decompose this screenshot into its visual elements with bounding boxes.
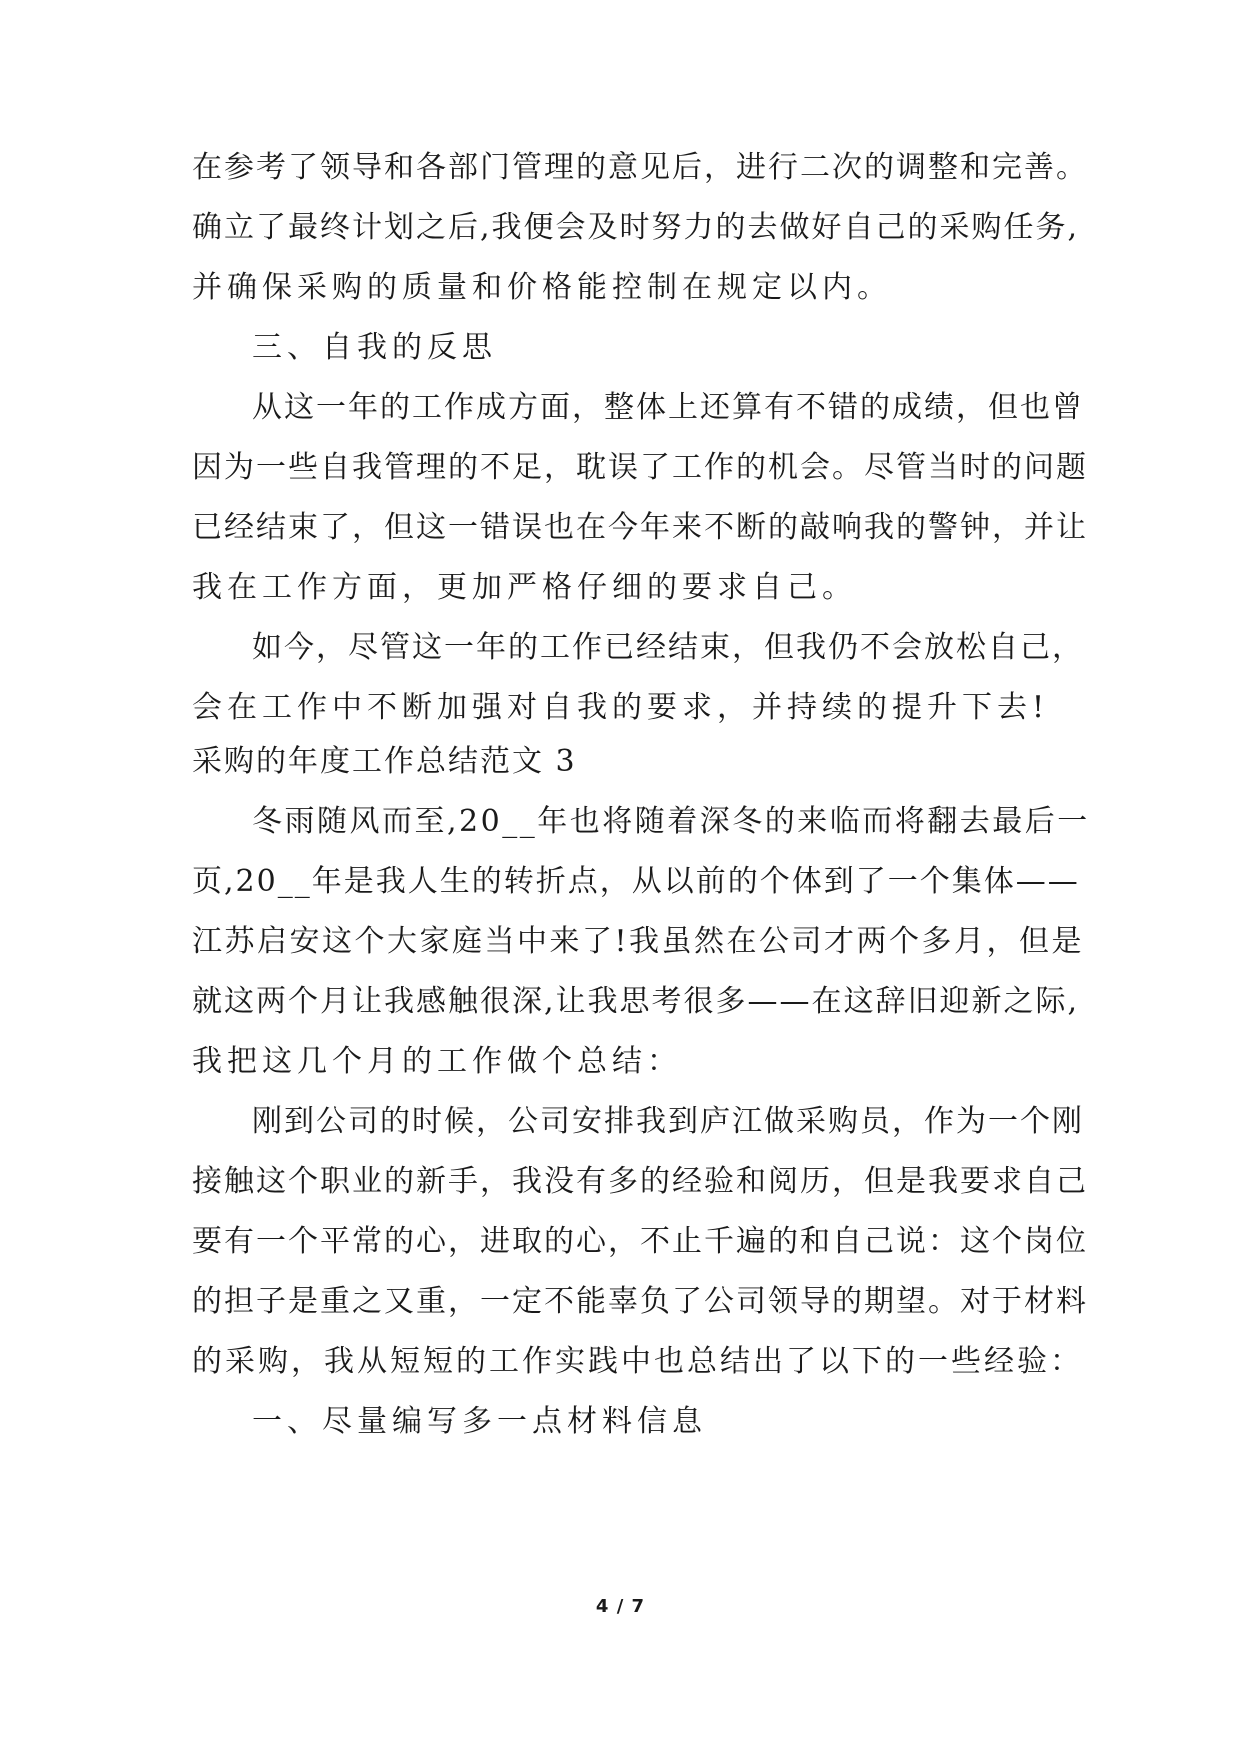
text-line-5: 从这一年的工作成方面，整体上还算有不错的成绩，但也曾 <box>252 390 1084 425</box>
text-line-18: 接触这个职业的新手，我没有多的经验和阅历，但是我要求自己 <box>192 1164 1088 1199</box>
text-line-20: 的担子是重之又重，一定不能辜负了公司领导的期望。对于材料 <box>192 1284 1088 1319</box>
text-line-10: 会在工作中不断加强对自我的要求，并持续的提升下去! <box>192 690 1050 725</box>
text-line-1: 在参考了领导和各部门管理的意见后，进行二次的调整和完善。 <box>192 150 1088 185</box>
text-line-8: 我在工作方面，更加严格仔细的要求自己。 <box>192 570 857 605</box>
article-title: 采购的年度工作总结范文 3 <box>192 744 577 779</box>
text-line-6: 因为一些自我管理的不足，耽误了工作的机会。尽管当时的问题 <box>192 450 1088 485</box>
text-line-17: 刚到公司的时候，公司安排我到庐江做采购员，作为一个刚 <box>252 1104 1084 1139</box>
text-line-2: 确立了最终计划之后,我便会及时努力的去做好自己的采购任务, <box>192 210 1080 245</box>
text-line-21: 的采购，我从短短的工作实践中也总结出了以下的一些经验： <box>192 1344 1083 1379</box>
page-number: 4 / 7 <box>595 1596 646 1617</box>
section-heading-materials: 一、尽量编写多一点材料信息 <box>252 1404 707 1439</box>
section-heading-reflection: 三、自我的反思 <box>252 330 497 365</box>
text-line-7: 已经结束了，但这一错误也在今年来不断的敲响我的警钟，并让 <box>192 510 1088 545</box>
text-line-13: 页,20__年是我人生的转折点，从以前的个体到了一个集体—— <box>192 864 1080 899</box>
text-line-3: 并确保采购的质量和价格能控制在规定以内。 <box>192 270 892 305</box>
text-line-19: 要有一个平常的心，进取的心，不止千遍的和自己说：这个岗位 <box>192 1224 1088 1259</box>
text-line-15: 就这两个月让我感触很深,让我思考很多——在这辞旧迎新之际, <box>192 984 1080 1019</box>
text-line-14: 江苏启安这个大家庭当中来了!我虽然在公司才两个多月，但是 <box>192 924 1085 959</box>
text-line-16: 我把这几个月的工作做个总结： <box>192 1044 682 1079</box>
text-line-9: 如今，尽管这一年的工作已经结束，但我仍不会放松自己， <box>252 630 1084 665</box>
text-line-12: 冬雨随风而至,20__年也将随着深冬的来临而将翻去最后一 <box>252 804 1090 839</box>
